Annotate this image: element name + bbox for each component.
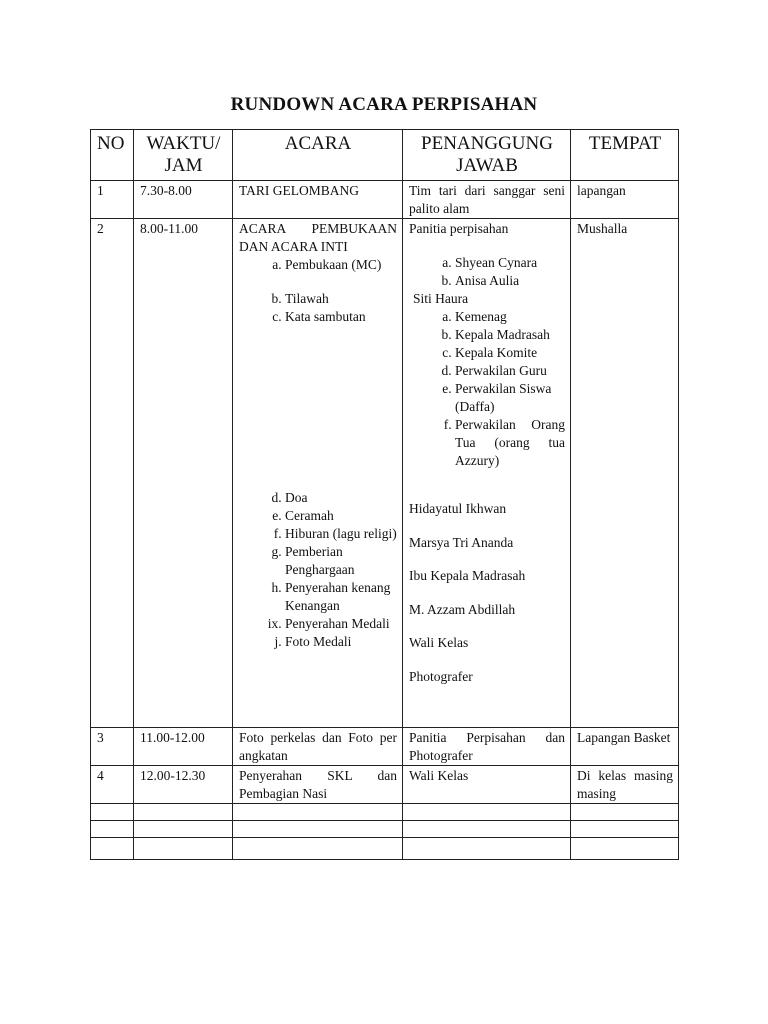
cell-no: 3: [91, 728, 134, 766]
acara-list: [239, 489, 397, 651]
table-row: [91, 181, 679, 219]
table-row: [91, 766, 679, 804]
list-item: c. Kepala Komite: [455, 344, 565, 362]
list-item: b. Kepala Madrasah: [455, 326, 565, 344]
cell-acara: TARI GELOMBANG: [233, 181, 403, 219]
header-tempat: TEMPAT: [571, 130, 679, 181]
list-item: Ibu Kepala Madrasah: [409, 568, 526, 583]
pj-lines: [409, 500, 565, 701]
pj-intro: Panitia perpisahan: [409, 221, 509, 236]
table-row: [91, 219, 679, 728]
header-no: NO: [91, 130, 134, 181]
list-item: Photografer: [409, 668, 473, 684]
cell-no: 4: [91, 766, 134, 804]
table-row: [91, 728, 679, 766]
list-item: Wali Kelas: [409, 635, 469, 650]
cell-waktu: 8.00-11.00: [134, 219, 233, 728]
cell-waktu: 7.30-8.00: [134, 181, 233, 219]
rundown-table: [90, 129, 679, 860]
list-item: f. Perwakilan Orang Tua (orang tua Azzury): [455, 416, 565, 470]
acara-list: [239, 256, 397, 274]
pj-tilawah: Siti Haura: [413, 291, 469, 306]
cell-waktu: 12.00-12.30: [134, 766, 233, 804]
empty-row: [91, 838, 679, 860]
cell-acara: Foto perkelas dan Foto per angkatan: [233, 728, 403, 766]
cell-penanggung-jawab: [403, 219, 571, 728]
empty-row: [91, 821, 679, 838]
list-item: h. Penyerahan kenang Kenangan: [285, 579, 397, 615]
empty-row: [91, 804, 679, 821]
list-item: j. Foto Medali: [285, 633, 397, 651]
pj-list: [409, 254, 565, 290]
list-item: f. Hiburan (lagu religi): [285, 525, 397, 543]
cell-tempat: Di kelas masing masing: [571, 766, 679, 804]
list-item: d. Doa: [285, 489, 397, 507]
list-item: a. Pembukaan (MC): [285, 256, 397, 274]
pj-list: [409, 308, 565, 470]
list-item: d. Perwakilan Guru: [455, 362, 565, 380]
list-item: Hidayatul Ikhwan: [409, 501, 507, 516]
list-item: M. Azzam Abdillah: [409, 601, 516, 617]
cell-tempat: Mushalla: [571, 219, 679, 728]
cell-waktu: 11.00-12.00: [134, 728, 233, 766]
cell-tempat: Lapangan Basket: [571, 728, 679, 766]
list-item: ix. Penyerahan Medali: [285, 615, 397, 633]
list-item: e. Perwakilan Siswa (Daffa): [455, 380, 565, 416]
list-item: g. Pemberian Penghargaan: [285, 543, 397, 579]
cell-penanggung-jawab: Panitia Perpisahan dan Photografer: [403, 728, 571, 766]
header-row: [91, 130, 679, 181]
list-item: b. Anisa Aulia: [455, 272, 565, 290]
page-title: RUNDOWN ACARA PERPISAHAN: [230, 94, 538, 115]
acara-intro: ACARA PEMBUKAAN DAN ACARA INTI: [239, 221, 397, 254]
cell-no: 2: [91, 219, 134, 728]
acara-list: [239, 290, 397, 326]
list-item: b. Tilawah: [285, 290, 397, 308]
cell-acara: Penyerahan SKL dan Pembagian Nasi: [233, 766, 403, 804]
list-item: c. Kata sambutan: [285, 308, 397, 326]
list-item: Marsya Tri Ananda: [409, 534, 514, 550]
header-penanggung-jawab: PENANGGUNG JAWAB: [403, 130, 571, 181]
cell-penanggung-jawab: Wali Kelas: [403, 766, 571, 804]
header-acara: ACARA: [233, 130, 403, 181]
cell-penanggung-jawab: Tim tari dari sanggar seni palito alam: [403, 181, 571, 219]
list-item: a. Shyean Cynara: [455, 254, 565, 272]
header-waktu: WAKTU/ JAM: [134, 130, 233, 181]
cell-acara: [233, 219, 403, 728]
cell-tempat: lapangan: [571, 181, 679, 219]
cell-no: 1: [91, 181, 134, 219]
list-item: e. Ceramah: [285, 507, 397, 525]
list-item: a. Kemenag: [455, 308, 565, 326]
